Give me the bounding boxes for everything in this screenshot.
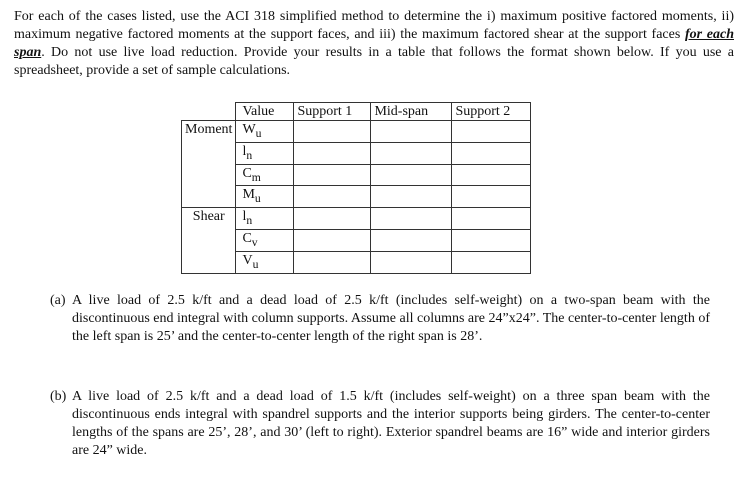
subscript: u bbox=[254, 192, 261, 206]
header-support-2: Support 2 bbox=[452, 103, 531, 121]
problem-statement bbox=[14, 8, 734, 80]
support-2-cell bbox=[452, 164, 531, 186]
support-1-cell bbox=[294, 121, 371, 143]
header-mid-span: Mid-span bbox=[371, 103, 452, 121]
value-cell bbox=[236, 164, 294, 186]
header-value: Value bbox=[236, 103, 294, 121]
subscript: u bbox=[255, 126, 262, 140]
symbol: C bbox=[242, 165, 252, 181]
value-cell bbox=[236, 251, 294, 273]
symbol: l bbox=[242, 143, 247, 159]
mid-span-cell bbox=[371, 164, 452, 186]
support-2-cell bbox=[452, 121, 531, 143]
support-2-cell bbox=[452, 208, 531, 230]
table-row bbox=[182, 121, 531, 143]
group-label-shear bbox=[182, 208, 236, 273]
value-cell bbox=[236, 121, 294, 143]
intro-emphasis: for each span bbox=[14, 27, 734, 60]
table-row bbox=[182, 208, 531, 230]
value-cell bbox=[236, 208, 294, 230]
mid-span-cell bbox=[371, 229, 452, 251]
value-cell bbox=[236, 229, 294, 251]
case-a-label: (a) bbox=[50, 293, 66, 308]
symbol: W bbox=[242, 122, 256, 137]
subscript: u bbox=[252, 257, 259, 271]
case-a-text: A live load of 2.5 k/ft and a dead load of 2.5 k/ft (includes self-weight) on a two-span beam with the discontinuous end integral with column supports. Assume all columns are 24”x24”. The center-to-center length of the left span is 25’ and the center-to-center length of the right span is 28’. bbox=[72, 293, 710, 344]
symbol: C bbox=[242, 230, 252, 246]
support-1-cell bbox=[294, 229, 371, 251]
mid-span-cell bbox=[371, 208, 452, 230]
subscript: v bbox=[251, 235, 258, 249]
value-cell bbox=[236, 142, 294, 164]
case-b-text: A live load of 2.5 k/ft and a dead load of 1.5 k/ft (includes self-weight) on a three span beam with the discontinuous ends integral with spandrel supports and the interior supports being girders. The center-to-center lengths of the spans are 25’, 28’, and 30’ (left to right). Exterior spandrel beams are 16” wide and interior girders are 24” wide. bbox=[72, 389, 710, 458]
mid-span-cell bbox=[371, 142, 452, 164]
symbol: V bbox=[242, 252, 253, 268]
support-1-cell bbox=[294, 251, 371, 273]
support-1-cell bbox=[294, 208, 371, 230]
support-2-cell bbox=[452, 229, 531, 251]
case-a bbox=[50, 292, 710, 346]
support-2-cell bbox=[452, 186, 531, 208]
mid-span-cell bbox=[371, 251, 452, 273]
support-1-cell bbox=[294, 186, 371, 208]
case-b-label: (b) bbox=[50, 389, 67, 404]
table-header-row bbox=[182, 103, 531, 121]
mid-span-cell bbox=[371, 186, 452, 208]
mid-span-cell bbox=[371, 121, 452, 143]
support-2-cell bbox=[452, 142, 531, 164]
subscript: m bbox=[251, 170, 261, 184]
group-label-moment bbox=[182, 121, 236, 208]
case-b bbox=[50, 388, 710, 460]
value-cell bbox=[236, 186, 294, 208]
results-table bbox=[181, 102, 531, 274]
subscript: n bbox=[246, 148, 253, 162]
support-2-cell bbox=[452, 251, 531, 273]
subscript: n bbox=[246, 213, 253, 227]
group-label-text: Moment bbox=[185, 122, 233, 137]
intro-text-after: . Do not use live load reduction. Provide your results in a table that follows the format shown below. If you use a spreadsheet, provide a set of sample calculations. bbox=[14, 45, 734, 78]
symbol: l bbox=[242, 209, 247, 225]
support-1-cell bbox=[294, 164, 371, 186]
group-label-text: Shear bbox=[192, 209, 225, 225]
support-1-cell bbox=[294, 142, 371, 164]
table-corner bbox=[182, 103, 236, 121]
intro-text-before: For each of the cases listed, use the ACI 318 simplified method to determine the i) maximum positive factored moments, ii) maximum negative factored moments at the support faces, and iii) the maximum factored shear at the support faces bbox=[14, 9, 734, 42]
header-support-1: Support 1 bbox=[294, 103, 371, 121]
symbol: M bbox=[242, 187, 255, 203]
